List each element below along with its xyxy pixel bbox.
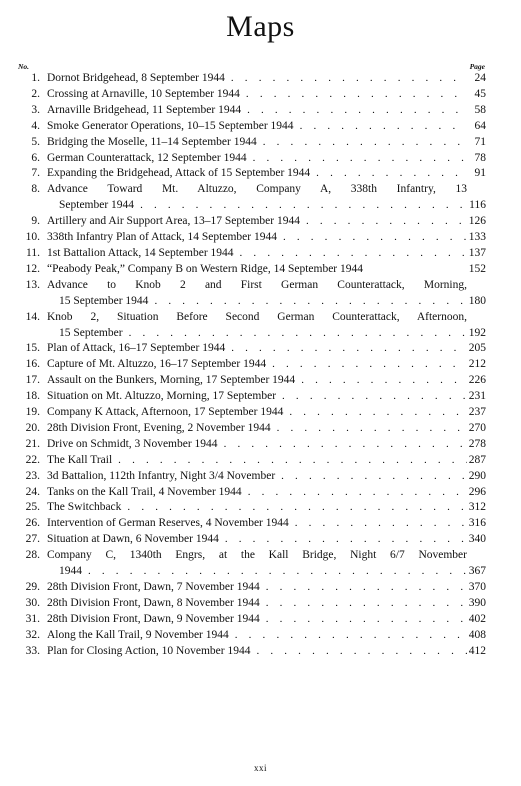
- map-title: “Peabody Peak,” Company B on Western Ridge, 14 September 1944: [47, 262, 364, 275]
- page-number: 64: [474, 119, 486, 132]
- map-title: 28th Division Front, Evening, 2 November 1944: [47, 421, 271, 434]
- dot-leader: [295, 516, 467, 532]
- dot-leader: [140, 198, 467, 214]
- map-title: Plan for Closing Action, 10 November 1944: [47, 644, 251, 657]
- page-number: 312: [468, 501, 486, 514]
- dot-leader: [248, 485, 467, 501]
- map-title: Plan of Attack, 16–17 September 1944: [47, 342, 226, 355]
- map-title: Advance Toward Mt. Altuzzo, Company A, 338th Infantry, 13: [47, 183, 467, 196]
- list-item: [0, 421, 521, 437]
- map-number: 28.: [25, 549, 40, 562]
- map-number: 3.: [31, 103, 40, 116]
- page-number: 367: [468, 565, 486, 578]
- page-number: 237: [468, 406, 486, 419]
- list-item: [0, 151, 521, 167]
- list-item: [0, 485, 521, 501]
- map-number: 21.: [25, 437, 40, 450]
- list-item: [0, 262, 521, 278]
- map-title: Knob 2, Situation Before Second German Counterattack, Afternoon,: [47, 310, 467, 323]
- map-number: 5.: [31, 135, 40, 148]
- page-number: 296: [468, 485, 486, 498]
- list-item: [0, 612, 521, 628]
- list-item: [0, 182, 521, 214]
- list-item: [0, 310, 521, 342]
- dot-leader: [306, 214, 467, 230]
- map-title: 28th Division Front, Dawn, 8 November 1944: [47, 596, 260, 609]
- dot-leader: [129, 326, 467, 342]
- list-item: [0, 548, 521, 580]
- list-item: [0, 437, 521, 453]
- map-title: Intervention of German Reserves, 4 November 1944: [47, 517, 289, 530]
- dot-leader: [127, 500, 467, 516]
- list-item: [0, 628, 521, 644]
- map-title: Arnaville Bridgehead, 11 September 1944: [47, 103, 242, 116]
- dot-leader: [231, 71, 467, 87]
- dot-leader: [266, 612, 467, 628]
- dot-leader: [301, 373, 467, 389]
- map-number: 25.: [25, 501, 40, 514]
- map-number: 17.: [25, 374, 40, 387]
- dot-leader: [266, 596, 467, 612]
- page-number: 71: [474, 135, 486, 148]
- list-item: [0, 580, 521, 596]
- page-number: 133: [468, 231, 486, 244]
- map-number: 6.: [31, 151, 40, 164]
- page-number: 316: [468, 517, 486, 530]
- map-number: 4.: [31, 119, 40, 132]
- page-number: 45: [474, 87, 486, 100]
- map-number: 8.: [31, 183, 40, 196]
- page-number: 192: [468, 326, 486, 339]
- map-title: Company K Attack, Afternoon, 17 September 1944: [47, 406, 284, 419]
- dot-leader: [283, 230, 467, 246]
- map-number: 22.: [25, 453, 40, 466]
- map-title: Along the Kall Trail, 9 November 1944: [47, 628, 229, 641]
- map-title: Smoke Generator Operations, 10–15 September 1944: [47, 119, 294, 132]
- column-header-number: No.: [18, 62, 30, 71]
- page-number: 78: [474, 151, 486, 164]
- map-title: Crossing at Arnaville, 10 September 1944: [47, 87, 240, 100]
- map-number: 26.: [25, 517, 40, 530]
- page-number: 116: [469, 199, 486, 212]
- page-number: 408: [468, 628, 486, 641]
- map-title: Advance to Knob 2 and First German Counterattack, Morning,: [47, 278, 467, 291]
- page-number: 278: [468, 437, 486, 450]
- map-number: 11.: [26, 246, 40, 259]
- map-number: 12.: [25, 262, 40, 275]
- list-item: [0, 119, 521, 135]
- page-number: 290: [468, 469, 486, 482]
- map-number: 14.: [25, 310, 40, 323]
- list-item: [0, 644, 521, 660]
- map-number: 1.: [31, 72, 40, 84]
- dot-leader: [272, 357, 467, 373]
- list-item: [0, 103, 521, 119]
- map-title: Company C, 1340th Engrs, at the Kall Bridge, Night 6/7 November: [47, 549, 467, 562]
- list-item: [0, 87, 521, 103]
- page-number: 91: [474, 167, 486, 180]
- dot-leader: [240, 246, 467, 262]
- list-item: [0, 135, 521, 151]
- map-number: 32.: [25, 628, 40, 641]
- page-number: 180: [468, 294, 486, 307]
- map-number: 2.: [31, 87, 40, 100]
- map-title: Artillery and Air Support Area, 13–17 September 1944: [47, 215, 300, 228]
- map-title: 3d Battalion, 112th Infantry, Night 3/4 November: [47, 469, 276, 482]
- map-title: Bridging the Moselle, 11–14 September 1944: [47, 135, 257, 148]
- map-title: 28th Division Front, Dawn, 9 November 1944: [47, 612, 260, 625]
- column-header-page: Page: [469, 62, 485, 71]
- list-item: [0, 278, 521, 310]
- map-number: 30.: [25, 596, 40, 609]
- list-item: [0, 405, 521, 421]
- list-item: [0, 516, 521, 532]
- maps-list: [0, 71, 521, 660]
- dot-leader: [225, 532, 467, 548]
- dot-leader: [118, 453, 467, 469]
- list-item: [0, 453, 521, 469]
- page-number: 226: [468, 374, 486, 387]
- map-title: Situation at Dawn, 6 November 1944: [47, 533, 219, 546]
- map-title: 28th Division Front, Dawn, 7 November 1944: [47, 581, 260, 593]
- map-number: 18.: [25, 390, 40, 403]
- dot-leader: [289, 405, 467, 421]
- dot-leader: [263, 135, 467, 151]
- map-number: 20.: [25, 421, 40, 434]
- page-number: 126: [468, 215, 486, 228]
- map-number: 19.: [25, 406, 40, 419]
- map-number: 9.: [31, 215, 40, 228]
- map-number: 29.: [25, 581, 40, 593]
- map-number: 16.: [25, 358, 40, 371]
- map-number: 24.: [25, 485, 40, 498]
- list-item: [0, 246, 521, 262]
- page-number: 24: [474, 72, 486, 84]
- map-title: The Switchback: [47, 501, 122, 514]
- dot-leader: [256, 644, 467, 660]
- list-item: [0, 214, 521, 230]
- list-item: [0, 373, 521, 389]
- page-number: 370: [468, 581, 486, 593]
- map-title: The Kall Trail: [47, 453, 113, 466]
- map-title: Tanks on the Kall Trail, 4 November 1944: [47, 485, 242, 498]
- list-item: [0, 532, 521, 548]
- map-title: Drive on Schmidt, 3 November 1944: [47, 437, 218, 450]
- map-number: 13.: [25, 278, 40, 291]
- dot-leader: [246, 87, 467, 103]
- page-number: 152: [468, 262, 486, 275]
- dot-leader: [154, 294, 467, 310]
- page-number: 402: [468, 612, 486, 625]
- list-item: [0, 230, 521, 246]
- page-number-footer: xxi: [253, 763, 267, 773]
- page-number: 340: [468, 533, 486, 546]
- map-title: Expanding the Bridgehead, Attack of 15 September 1944: [47, 167, 311, 180]
- map-title: 1st Battalion Attack, 14 September 1944: [47, 246, 234, 259]
- list-item: [0, 389, 521, 405]
- map-title: German Counterattack, 12 September 1944: [47, 151, 247, 164]
- page-number: 137: [468, 246, 486, 259]
- page-title: Maps: [226, 10, 295, 43]
- dot-leader: [281, 469, 467, 485]
- page-number: 212: [468, 358, 486, 371]
- map-number: 27.: [25, 533, 40, 546]
- list-item: [0, 500, 521, 516]
- page-number: 412: [468, 644, 486, 657]
- map-title: Situation on Mt. Altuzzo, Morning, 17 September: [47, 390, 277, 403]
- dot-leader: [253, 151, 467, 167]
- list-item: [0, 341, 521, 357]
- dot-leader: [282, 389, 467, 405]
- map-title: Dornot Bridgehead, 8 September 1944: [47, 72, 225, 84]
- page-number: 270: [468, 421, 486, 434]
- map-number: 7.: [31, 167, 40, 180]
- dot-leader: [277, 421, 467, 437]
- map-title-continued: 1944: [59, 565, 82, 578]
- dot-leader: [300, 119, 467, 135]
- map-title-continued: 15 September: [59, 326, 123, 339]
- map-number: 23.: [25, 469, 40, 482]
- map-number: 15.: [25, 342, 40, 355]
- page-number: 58: [474, 103, 486, 116]
- list-item: [0, 596, 521, 612]
- dot-leader: [231, 341, 467, 357]
- dot-leader: [266, 580, 467, 596]
- map-number: 10.: [25, 231, 40, 244]
- map-title-continued: 15 September 1944: [59, 294, 149, 307]
- map-number: 31.: [25, 612, 40, 625]
- list-item: [0, 166, 521, 182]
- map-title: Assault on the Bunkers, Morning, 17 September 1944: [47, 374, 296, 387]
- dot-leader: [247, 103, 467, 119]
- map-number: 33.: [25, 644, 40, 657]
- map-title: 338th Infantry Plan of Attack, 14 September 1944: [47, 231, 277, 244]
- list-item: [0, 71, 521, 87]
- page-number: 390: [468, 596, 486, 609]
- dot-leader: [235, 628, 467, 644]
- dot-leader: [224, 437, 467, 453]
- list-item: [0, 469, 521, 485]
- map-title-continued: September 1944: [59, 199, 135, 212]
- page-number: 287: [468, 453, 486, 466]
- map-title: Capture of Mt. Altuzzo, 16–17 September 1944: [47, 358, 267, 371]
- page-number: 205: [468, 342, 486, 355]
- dot-leader: [316, 166, 467, 182]
- dot-leader: [88, 564, 467, 580]
- list-item: [0, 357, 521, 373]
- page-number: 231: [468, 390, 486, 403]
